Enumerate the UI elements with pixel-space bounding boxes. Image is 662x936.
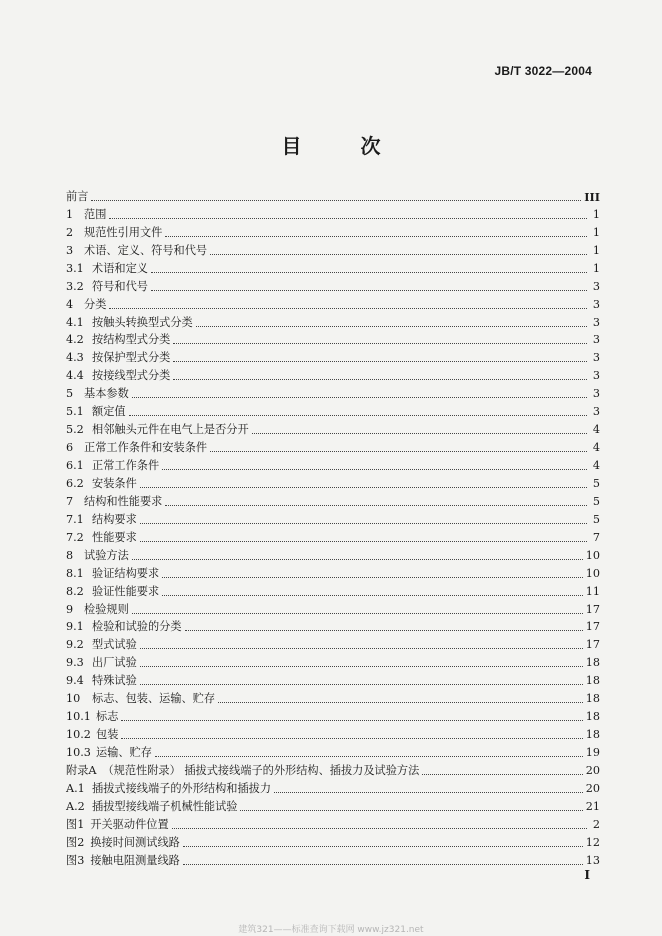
toc-entry-label: 基本参数 — [84, 387, 129, 401]
toc-leader-dots — [140, 647, 583, 649]
toc-entry[interactable] — [66, 491, 600, 509]
toc-entry-number: 4.2 — [66, 333, 84, 347]
toc-entry-number: 8.1 — [66, 566, 84, 580]
toc-entry-number: 3.1 — [66, 261, 84, 275]
toc-entry-number: 4.1 — [66, 315, 84, 329]
toc-leader-dots — [165, 504, 587, 506]
toc-entry[interactable] — [66, 617, 600, 635]
toc-entry-label: 开关驱动件位置 — [90, 817, 169, 831]
toc-entry-page: 11 — [585, 584, 600, 598]
toc-entry-number: 10.2 — [66, 728, 91, 742]
toc-entry-label: 结构要求 — [92, 512, 137, 526]
standard-number: JB/T 3022—2004 — [494, 64, 592, 78]
toc-entry-page: 1 — [592, 207, 600, 221]
toc-entry-label: 相邻触头元件在电气上是否分开 — [92, 423, 249, 437]
toc-entry-label: 规范性引用文件 — [84, 225, 163, 239]
toc-leader-dots — [173, 342, 587, 344]
toc-entry[interactable] — [66, 778, 600, 796]
toc-entry[interactable] — [66, 581, 600, 599]
toc-leader-dots — [165, 235, 587, 237]
toc-entry-number: 2 — [66, 225, 74, 239]
toc-entry-number: 6 — [66, 441, 74, 455]
toc-entry-label: 验证性能要求 — [92, 584, 160, 598]
toc-entry[interactable] — [66, 688, 600, 706]
toc-entry-number: A.2 — [66, 799, 85, 813]
toc-entry[interactable] — [66, 222, 600, 240]
toc-entry[interactable] — [66, 258, 600, 276]
toc-entry[interactable] — [66, 365, 600, 383]
toc-entry-page: 20 — [585, 763, 600, 777]
toc-entry-label: 按保护型式分类 — [92, 351, 171, 365]
toc-entry-page: 3 — [592, 297, 600, 311]
toc-leader-dots — [218, 701, 583, 703]
toc-entry-page: 4 — [592, 423, 600, 437]
toc-entry-label: 前言 — [66, 189, 89, 203]
toc-leader-dots — [151, 271, 587, 273]
toc-entry[interactable] — [66, 401, 600, 419]
toc-entry-label: 范围 — [84, 207, 107, 221]
toc-entry-page: 12 — [585, 835, 600, 849]
toc-leader-dots — [132, 558, 583, 560]
toc-entry-label: 分类 — [84, 297, 107, 311]
toc-entry-page: 13 — [585, 853, 600, 867]
toc-entry[interactable] — [66, 850, 600, 868]
table-of-contents — [66, 186, 600, 868]
toc-entry-page: 3 — [592, 315, 600, 329]
toc-entry-number: 图3 — [66, 853, 85, 867]
toc-entry-label: 验证结构要求 — [92, 566, 160, 580]
toc-entry[interactable] — [66, 312, 600, 330]
toc-entry-number: 5.1 — [66, 405, 84, 419]
toc-entry-label: 标志 — [96, 710, 119, 724]
toc-entry-label: 型式试验 — [92, 638, 137, 652]
toc-entry-label: 性能要求 — [92, 530, 137, 544]
toc-entry-label: 符号和代号 — [92, 279, 148, 293]
toc-entry-page: 18 — [585, 692, 600, 706]
toc-entry-number: 3.2 — [66, 279, 84, 293]
toc-entry-label: 特殊试验 — [92, 674, 137, 688]
page-number: I — [584, 868, 590, 882]
toc-entry-number: 9.2 — [66, 638, 84, 652]
toc-entry-page: 17 — [585, 602, 600, 616]
toc-entry-number: A.1 — [66, 781, 85, 795]
toc-entry-page: 1 — [592, 225, 600, 239]
toc-leader-dots — [151, 289, 587, 291]
page-title: 目 次 — [281, 134, 407, 158]
toc-leader-dots — [121, 737, 582, 739]
toc-entry[interactable] — [66, 347, 600, 365]
toc-entry[interactable] — [66, 706, 600, 724]
toc-entry-number: 3 — [66, 243, 74, 257]
toc-entry-label: 正常工作条件和安装条件 — [84, 441, 208, 455]
toc-entry-page: III — [584, 189, 600, 204]
toc-entry-label: 试验方法 — [84, 548, 129, 562]
toc-entry[interactable] — [66, 437, 600, 455]
toc-entry-page: 20 — [585, 781, 600, 795]
toc-leader-dots — [422, 773, 582, 775]
toc-entry-label: 检验和试验的分类 — [92, 620, 182, 634]
toc-leader-dots — [183, 863, 583, 865]
toc-entry[interactable] — [66, 599, 600, 617]
toc-entry-label: 接触电阻测量线路 — [90, 853, 180, 867]
toc-entry-number: 4.4 — [66, 369, 84, 383]
toc-leader-dots — [162, 468, 587, 470]
toc-entry-number: 4 — [66, 297, 74, 311]
toc-entry-page: 10 — [585, 566, 600, 580]
toc-entry-label: 运输、贮存 — [96, 746, 152, 759]
toc-entry-page: 1 — [592, 243, 600, 257]
toc-entry[interactable] — [66, 760, 600, 778]
toc-leader-dots — [210, 450, 587, 452]
toc-leader-dots — [210, 253, 587, 255]
toc-entry-label: （规范性附录） 插拔式接线端子的外形结构、插拔力及试验方法 — [102, 763, 420, 777]
toc-entry-page: 3 — [592, 369, 600, 383]
toc-leader-dots — [196, 325, 587, 327]
toc-entry[interactable] — [66, 455, 600, 473]
toc-entry-label: 检验规则 — [84, 602, 129, 616]
toc-entry-number: 7.1 — [66, 512, 84, 526]
toc-entry-number: 6.2 — [66, 476, 84, 490]
toc-entry-page: 3 — [592, 405, 600, 419]
toc-entry[interactable] — [66, 545, 600, 563]
toc-entry[interactable] — [66, 240, 600, 258]
toc-entry-page: 7 — [592, 530, 600, 544]
toc-entry[interactable] — [66, 276, 600, 294]
toc-leader-dots — [185, 629, 583, 631]
toc-entry-number: 9.3 — [66, 656, 84, 670]
toc-entry[interactable] — [66, 742, 600, 760]
toc-leader-dots — [252, 432, 587, 434]
toc-entry-number: 10.3 — [66, 746, 91, 759]
toc-leader-dots — [162, 594, 583, 596]
toc-entry-label: 安装条件 — [92, 476, 137, 490]
toc-entry-number: 8.2 — [66, 584, 84, 598]
toc-entry-label: 包装 — [96, 728, 119, 742]
toc-leader-dots — [140, 683, 583, 685]
toc-entry-page: 2 — [592, 817, 600, 831]
toc-leader-dots — [140, 486, 587, 488]
toc-entry-page: 17 — [585, 620, 600, 634]
toc-entry-number: 图2 — [66, 835, 85, 849]
toc-entry-page: 4 — [592, 459, 600, 472]
toc-entry-number: 10.1 — [66, 710, 91, 724]
toc-entry-page: 3 — [592, 387, 600, 401]
toc-leader-dots — [109, 217, 587, 219]
toc-entry-label: 插拔型接线端子机械性能试验 — [92, 799, 238, 813]
toc-entry-page: 3 — [592, 333, 600, 347]
toc-leader-dots — [140, 540, 587, 542]
toc-entry-number: 附录A — [66, 763, 97, 777]
toc-entry-number: 9.4 — [66, 674, 84, 688]
toc-leader-dots — [173, 378, 587, 380]
toc-entry-label: 术语、定义、符号和代号 — [84, 243, 208, 257]
toc-entry-page: 1 — [592, 261, 600, 275]
toc-entry-label: 正常工作条件 — [92, 459, 160, 472]
toc-entry-page: 17 — [585, 638, 600, 652]
toc-entry-label: 按接线型式分类 — [92, 369, 171, 383]
toc-entry-number: 8 — [66, 548, 74, 562]
toc-leader-dots — [140, 665, 583, 667]
toc-leader-dots — [173, 360, 587, 362]
toc-entry[interactable] — [66, 383, 600, 401]
toc-entry[interactable] — [66, 419, 600, 437]
toc-entry-page: 4 — [592, 441, 600, 455]
toc-entry-number: 5.2 — [66, 423, 84, 437]
toc-leader-dots — [183, 845, 583, 847]
toc-entry[interactable] — [66, 527, 600, 545]
toc-leader-dots — [140, 522, 587, 524]
toc-entry[interactable] — [66, 186, 600, 204]
toc-entry[interactable] — [66, 832, 600, 850]
toc-leader-dots — [129, 414, 587, 416]
toc-entry-label: 标志、包装、运输、贮存 — [92, 692, 216, 706]
watermark: 建筑321——标准查询下载网 www.jz321.net — [238, 925, 424, 935]
toc-entry-label: 结构和性能要求 — [84, 494, 163, 508]
toc-entry[interactable] — [66, 563, 600, 581]
toc-entry[interactable] — [66, 634, 600, 652]
toc-entry-page: 18 — [585, 656, 600, 670]
toc-entry-number: 7.2 — [66, 530, 84, 544]
toc-entry[interactable] — [66, 330, 600, 348]
toc-entry-number: 4.3 — [66, 351, 84, 365]
toc-entry-label: 术语和定义 — [92, 261, 148, 275]
toc-leader-dots — [274, 791, 583, 793]
toc-entry-number: 图1 — [66, 817, 85, 831]
toc-entry-label: 按结构型式分类 — [92, 333, 171, 347]
toc-entry-number: 10 — [66, 692, 81, 706]
toc-entry-number: 7 — [66, 494, 74, 508]
toc-entry[interactable] — [66, 652, 600, 670]
toc-entry-number: 6.1 — [66, 459, 84, 472]
toc-entry[interactable] — [66, 814, 600, 832]
toc-entry[interactable] — [66, 204, 600, 222]
toc-entry-page: 5 — [592, 476, 600, 490]
toc-leader-dots — [121, 719, 582, 721]
toc-entry[interactable] — [66, 509, 600, 527]
toc-entry-page: 3 — [592, 351, 600, 365]
toc-leader-dots — [172, 827, 587, 829]
toc-entry-page: 18 — [585, 710, 600, 724]
toc-entry-page: 18 — [585, 674, 600, 688]
toc-entry-page: 3 — [592, 279, 600, 293]
toc-entry-page: 5 — [592, 494, 600, 508]
toc-entry-page: 21 — [585, 799, 600, 813]
toc-entry-label: 换接时间测试线路 — [90, 835, 180, 849]
toc-entry-page: 18 — [585, 728, 600, 742]
toc-leader-dots — [109, 307, 587, 309]
toc-leader-dots — [132, 396, 587, 398]
toc-leader-dots — [162, 576, 583, 578]
toc-entry-label: 按触头转换型式分类 — [92, 315, 193, 329]
toc-entry-page: 10 — [585, 548, 600, 562]
toc-entry-number: 5 — [66, 387, 74, 401]
toc-leader-dots — [240, 809, 582, 811]
toc-entry-page: 19 — [585, 746, 600, 759]
toc-entry-label: 额定值 — [92, 405, 126, 419]
toc-leader-dots — [91, 199, 581, 201]
toc-entry[interactable] — [66, 796, 600, 814]
toc-leader-dots — [155, 755, 583, 757]
toc-entry[interactable] — [66, 294, 600, 312]
toc-entry-page: 5 — [592, 512, 600, 526]
toc-entry-number: 9.1 — [66, 620, 84, 634]
toc-entry[interactable] — [66, 473, 600, 491]
toc-entry[interactable] — [66, 670, 600, 688]
toc-entry-label: 插拔式接线端子的外形结构和插拔力 — [92, 781, 272, 795]
toc-entry-label: 出厂试验 — [92, 656, 137, 670]
toc-leader-dots — [132, 612, 583, 614]
toc-entry-number: 9 — [66, 602, 74, 616]
toc-entry-number: 1 — [66, 207, 74, 221]
toc-entry[interactable] — [66, 724, 600, 742]
